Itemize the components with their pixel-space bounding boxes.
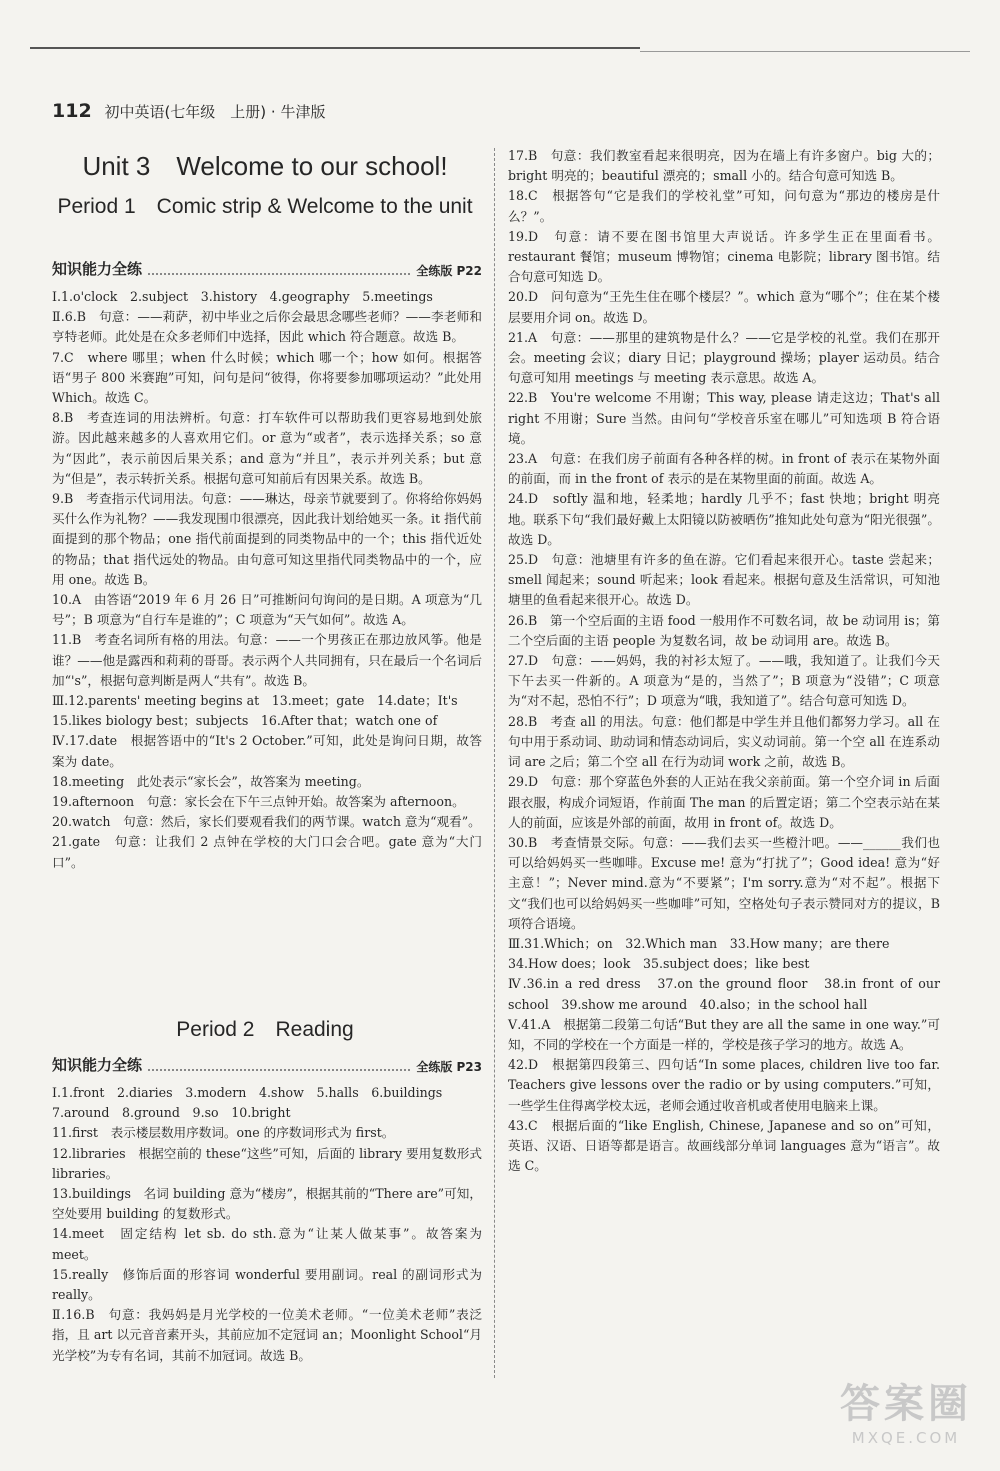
answer-item: 15.likes biology best；subjects 16.After that；watch one of (52, 713, 438, 729)
right-answers (508, 146, 940, 1176)
left-answers (52, 287, 482, 873)
left-answers-period2 (52, 1083, 482, 1366)
book-title: 初中英语(七年级 上册) · 牛津版 (104, 103, 326, 121)
answer-item: Ⅴ.41.A 根据第二段第二句话“But they are all the same in one way.”可知，不同的学校在一个方面是一样的，学校是孩子学习的地方。故选 A。 (508, 1016, 940, 1052)
answer-item: Ⅲ.12.parents' meeting begins at 13.meet；gate 14.date；It's (52, 693, 458, 709)
answer-item: 30.B 考查情景交际。句意：——我们去买一些橙汁吧。——______我们也可以给妈妈买一些咖啡。Excuse me! 意为“打扰了”；Good idea! 意为“好主意！”；Never mind.意为“不要紧”；I'm sorry.意为“对不起”。根据下文“我们也可以给妈妈买一些咖啡”可知，空格处句子表示赞同对方的提议，B 项符合语境。 (508, 834, 940, 931)
page-number: 112 (52, 100, 92, 122)
section-ref: 全练版 P23 (416, 1060, 482, 1074)
section-heading-2 (52, 1054, 482, 1075)
answer-item: 18.meeting 此处表示“家长会”，故答案为 meeting。 (52, 773, 370, 789)
answer-item: 14.meet 固定结构 let sb. do sth.意为“让某人做某事”。故答案为 meet。 (52, 1226, 482, 1262)
unit-title: Unit 3 Welcome to our school! (82, 151, 448, 181)
answer-item: 19.D 句意：请不要在图书馆里大声说话。许多学生正在里面看书。restaurant 餐馆；museum 博物馆；cinema 电影院；library 图书馆。结合句意可知选 D。 (508, 228, 940, 285)
answer-item: Ⅳ.17.date 根据答语中的“It's 2 October.”可知，此处是询问日期，故答案为 date。 (52, 733, 482, 769)
answer-item: 29.D 句意：那个穿蓝色外套的人正站在我父亲前面。第一个空介词 in 后面跟衣服，构成介词短语，作前面 The man 的后置定语；第二个空表示站在某人的前面，应该是外部的前面，故用 in front of。故选 D。 (508, 774, 940, 830)
answer-item: 11.first 表示楼层数用序数词。one 的序数词形式为 first。 (52, 1125, 395, 1141)
answer-item: 27.D 句意：——妈妈，我的衬衫太短了。——哦，我知道了。让我们今天下午去买一件新的。A 项意为“是的，当然了”；B 项意为“没错”；C 项意为“对不起，恐怕不行”；D 项意为“哦，我知道了”。结合句意可知选 D。 (508, 653, 940, 709)
column-divider (494, 148, 495, 1378)
top-rule-thin (640, 51, 970, 52)
section-label: 知识能力全练 (52, 1056, 143, 1074)
answer-item: Ⅲ.31.Which；on 32.Which man 33.How many；are there (508, 935, 890, 951)
answer-item: Ⅱ.6.B 句意：——莉萨，初中毕业之后你会最思念哪些老师？——李老师和亨特老师。此处是在众多老师们中选择，因此 which 符合题意。故选 B。 (52, 309, 482, 345)
answer-item: 23.A 句意：在我们房子前面有各种各样的树。in front of 表示在某物外面的前面，而 in the front of 表示的是在某物里面的前面。故选 A。 (508, 451, 940, 487)
dotted-leader (148, 1069, 410, 1071)
answer-item: 18.C 根据答句“它是我们的学校礼堂”可知，问句意为“那边的楼房是什么？”。 (508, 188, 940, 224)
answer-item: 21.gate 句意：让我们 2 点钟在学校的大门口会合吧。gate 意为“大门口”。 (52, 834, 482, 870)
answer-item: 28.B 考查 all 的用法。句意：他们都是中学生并且他们都努力学习。all 在句中用于系动词、助动词和情态动词后，实义动词前。第一个空 all 在连系动词 are 之后；第二个空 all 在行为动词 work 之前，故选 B。 (508, 713, 940, 770)
answer-item: 15.really 修饰后面的形容词 wonderful 要用副词。real 的副词形式为 really。 (52, 1266, 482, 1303)
answer-item: 11.B 考查名词所有格的用法。句意：——一个男孩正在那边放风筝。他是谁？——他是露西和莉莉的哥哥。表示两个人共同拥有，只在最后一个名词后加“'s”，根据句意判断是两人“共有”。故选 B。 (52, 632, 482, 688)
answer-item: Ⅱ.16.B 句意：我妈妈是月光学校的一位美术老师。“一位美术老师”表泛指，且 art 以元音音素开头，其前应加不定冠词 an；Moonlight School“月光学校”为专有名词，其前不加冠词。故选 B。 (52, 1307, 482, 1363)
answer-item: 26.B 第一个空后面的主语 food 一般用作不可数名词，故 be 动词用 is；第二个空后面的主语 people 为复数名词，故 be 动词用 are。故选 B。 (508, 612, 940, 648)
answer-item: Ⅰ.1.o'clock 2.subject 3.history 4.geography 5.meetings (52, 289, 433, 304)
answer-item: 12.libraries 根据空前的 these“这些”可知，后面的 library 要用复数形式 libraries。 (52, 1145, 482, 1181)
answer-item: 42.D 根据第四段第三、四句话“In some places, children live too far. Teachers give lessons over the radio or by using computers.”可知，一些学生住得离学校太远，老师会通过收音机或者使用电脑来上课。 (508, 1057, 940, 1113)
section-heading-1 (52, 258, 482, 279)
period1-title: Period 1 Comic strip & Welcome to the unit (57, 195, 473, 218)
watermark (840, 1372, 972, 1447)
answer-item: 22.B You're welcome 不用谢；This way, please 请走这边；That's all right 不用谢；Sure 当然。由问句“学校音乐室在哪儿”可知选项 B 符合语境。 (508, 390, 940, 446)
answer-item: 7.C where 哪里；when 什么时候；which 哪一个；how 如何。根据答语“男子 800 米赛跑”可知，问句是问“彼得，你将要参加哪项运动？”此处用 Which。故选 C。 (52, 349, 482, 406)
answer-item: 10.A 由答语“2019 年 6 月 26 日”可推断问句询问的是日期。A 项意为“几号”；B 项意为“自行车是谁的”；C 项意为“天气如何”。故选 A。 (52, 592, 482, 628)
answer-item: 7.around 8.ground 9.so 10.bright (52, 1105, 291, 1121)
period2-title: Period 2 Reading (176, 1018, 354, 1041)
answer-item: 20.D 问句意为“王先生住在哪个楼层？”。which 意为“哪个”；住在某个楼层要用介词 on。故选 D。 (508, 289, 940, 325)
answer-item: 17.B 句意：我们教室看起来很明亮，因为在墙上有许多窗户。big 大的；bright 明亮的；beautiful 漂亮的；small 小的。结合句意可知选 B。 (508, 148, 940, 184)
answer-item: Ⅰ.1.front 2.diaries 3.modern 4.show 5.halls 6.buildings (52, 1085, 443, 1100)
answer-item: 24.D softly 温和地，轻柔地；hardly 几乎不；fast 快地；bright 明亮地。联系下句“我们最好戴上太阳镜以防被晒伤”推知此处句意为“阳光很强”。故选 D。 (508, 491, 940, 547)
answer-item: 19.afternoon 句意：家长会在下午三点钟开始。故答案为 afternoon。 (52, 794, 465, 810)
watermark-logo: 答案圈 (840, 1381, 972, 1427)
top-rule (30, 47, 640, 49)
answer-item: 13.buildings 名词 building 意为“楼房”，根据其前的“There are”可知，空处要用 building 的复数形式。 (52, 1186, 482, 1222)
answer-item: Ⅳ.36.in a red dress 37.on the ground floor 38.in front of our school 39.show me around 40.also；in the school hall (508, 976, 940, 1012)
answer-item: 25.D 句意：池塘里有许多的鱼在游。它们看起来很开心。taste 尝起来；smell 闻起来；sound 听起来；look 看起来。根据句意及生活常识，可知池塘里的鱼看起来很开心。故选 D。 (508, 552, 940, 608)
answer-item: 9.B 考查指示代词用法。句意：——琳达，母亲节就要到了。你将给你妈妈买什么作为礼物？——我发现围巾很漂亮，因此我计划给她买一条。it 指代前面提到的那个物品；one 指代前面提到的同类物品中的一个；this 指代近处的物品；that 指代远处的物品。由句意可知这里指代同类物品中的一个，应用 one。故选 B。 (52, 491, 482, 587)
dotted-leader (148, 273, 410, 275)
answer-item: 20.watch 句意：然后，家长们要观看我们的两节课。watch 意为“观看”。 (52, 814, 481, 830)
answer-item: 8.B 考查连词的用法辨析。句意：打车软件可以帮助我们更容易地到处旅游。因此越来越多的人喜欢用它们。or 意为“或者”，表示选择关系；so 意为“因此”，表示前因后果关系；and 意为“并且”，表示并列关系；but 意为“但是”，表示转折关系。根据句意可知前后有因果关系。故选 B。 (52, 410, 482, 486)
section-label: 知识能力全练 (52, 260, 143, 278)
answer-item: 21.A 句意：——那里的建筑物是什么？——它是学校的礼堂。我们在那开会。meeting 会议；diary 日记；playground 操场；player 运动员。结合句意可知用 meetings 与 meeting 表示意思。故选 A。 (508, 329, 940, 386)
running-header (52, 100, 325, 122)
watermark-url: MXQE.COM (851, 1429, 961, 1447)
answer-item: 43.C 根据后面的“like English, Chinese, Japanese and so on”可知，英语、汉语、日语等都是语言。故画线部分单词 languages 意为“语言”。故选 C。 (508, 1117, 940, 1174)
section-ref: 全练版 P22 (416, 264, 482, 278)
answer-item: 34.How does；look 35.subject does；like best (508, 956, 810, 972)
